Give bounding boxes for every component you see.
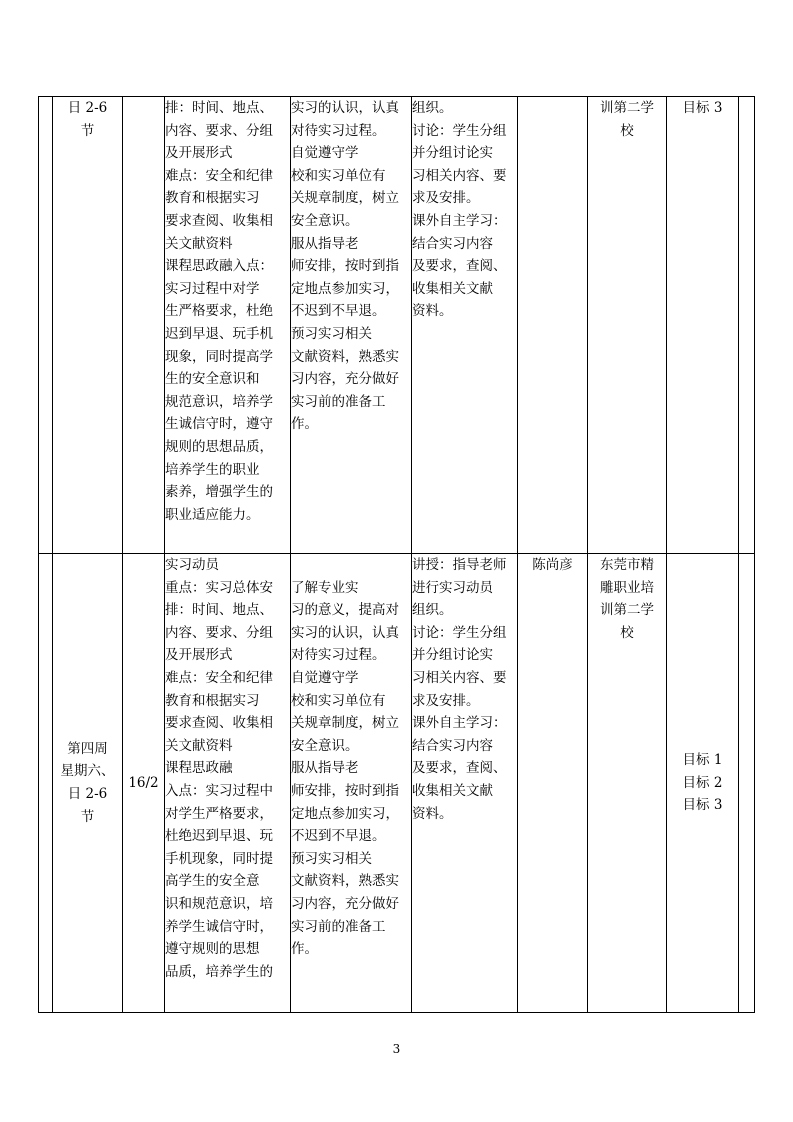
right-margin-cell [739, 97, 755, 554]
content-cell: 排：时间、地点、 内容、要求、分组 及开展形式 难点：安全和纪律 教育和根据实习 要求查阅、收集相 关文献资料 课程思政融入点： 实习过程中对学 生严格要求，杜绝 迟到早退、玩手机 现象，同时提高学 生的安全意识和 规范意识，培养学 生诚信守时，遵守 规则的思想品质， 培养学生的职业 素养，增强学生的 职业适应能力。 [165, 97, 291, 554]
week-cell: 第四周 星期六、 日 2-6 节 [53, 554, 123, 1013]
content-cell: 实习动员 重点：实习总体安 排：时间、地点、 内容、要求、分组 及开展形式 难点：安全和纪律 教育和根据实习 要求查阅、收集相 关文献资料 课程思政融 入点：实习过程中 对学生严格要求， 杜绝迟到早退、玩 手机现象，同时提 高学生的安全意 识和规范意识，培 养学生诚信守时， 遵守规则的思想 品质，培养学生的 [165, 554, 291, 1013]
method-cell: 组织。 讨论：学生分组 并分组讨论实 习相关内容、要 求及安排。 课外自主学习： 结合实习内容 及要求，查阅、 收集相关文献 资料。 [412, 97, 518, 554]
right-margin-cell [739, 554, 755, 1013]
left-margin-cell [39, 97, 53, 554]
method-cell: 讲授：指导老师 进行实习动员 组织。 讨论：学生分组 并分组讨论实 习相关内容、要 求及安排。 课外自主学习： 结合实习内容 及要求，查阅、 收集相关文献 资料。 [412, 554, 518, 1013]
page-number: 3 [392, 1042, 401, 1056]
target-cell: 目标 1 目标 2 目标 3 [667, 554, 739, 1013]
target-cell: 目标 3 [667, 97, 739, 554]
date-cell: 16/2 [123, 554, 165, 1013]
left-margin-cell [39, 554, 53, 1013]
place-cell: 训第二学 校 [588, 97, 667, 554]
teacher-cell [518, 97, 588, 554]
requirements-cell: 实习的认识，认真 对待实习过程。 自觉遵守学 校和实习单位有 关规章制度，树立 安全意识。 服从指导老 师安排，按时到指 定地点参加实习， 不迟到不早退。 预习实习相关 文献资料，熟悉实 习内容，充分做好 实习前的准备工 作。 [291, 97, 412, 554]
requirements-cell: 了解专业实 习的意义，提高对 实习的认识，认真 对待实习过程。 自觉遵守学 校和实习单位有 关规章制度，树立 安全意识。 服从指导老 师安排，按时到指 定地点参加实习， 不迟到不早退。 预习实习相关 文献资料，熟悉实 习内容，充分做好 实习前的准备工 作。 [291, 554, 412, 1013]
date-cell [123, 97, 165, 554]
table-row [39, 554, 755, 1013]
table-row [39, 97, 755, 554]
teacher-cell: 陈尚彦 [518, 554, 588, 1013]
schedule-table [38, 96, 755, 1013]
place-cell: 东莞市精 雕职业培 训第二学 校 [588, 554, 667, 1013]
week-cell: 日 2-6 节 [53, 97, 123, 554]
